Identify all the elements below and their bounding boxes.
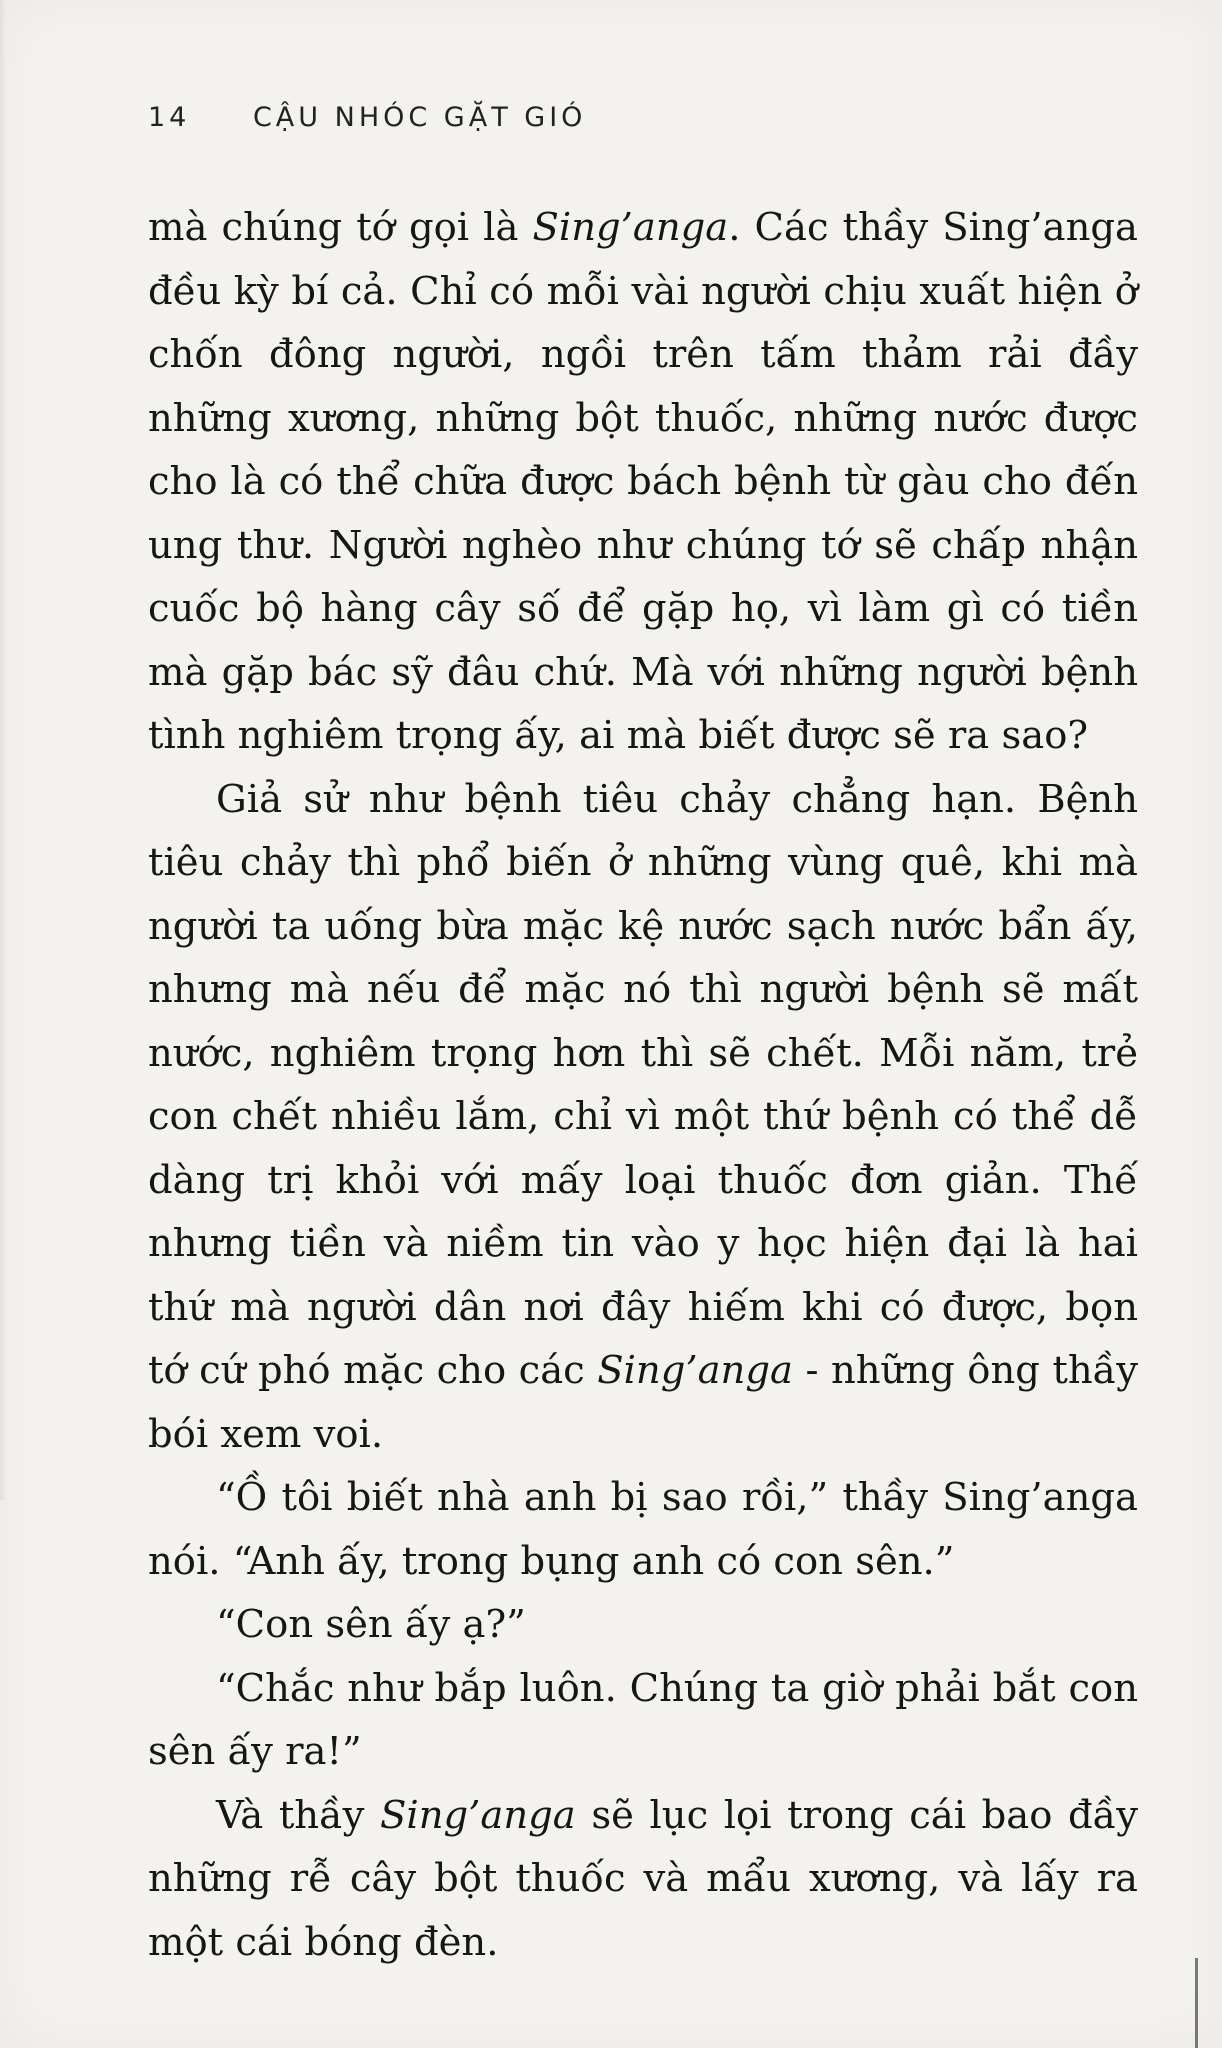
page-gutter-shadow xyxy=(0,0,6,1500)
paragraph-2-italic-term: Sing’anga xyxy=(597,1348,793,1393)
paragraph-1-text-c: . Các thầy Sing’anga đều kỳ bí cả. Chỉ có mỗi vài người chịu xuất hiện ở chốn đông người, ngồi trên tấm thảm rải đầy những xương, những bột thuốc, những nước được cho là có thể chữa được bách bệnh từ gàu cho đến ung thư. Người nghèo như chúng tớ sẽ chấp nhận cuốc bộ hàng cây số để gặp họ, vì làm gì có tiền mà gặp bác sỹ đâu chứ. Mà với những người bệnh tình nghiêm trọng ấy, ai mà biết được sẽ ra sao? xyxy=(148,205,1138,758)
page-number: 14 xyxy=(148,102,191,133)
paragraph-1 xyxy=(148,196,1138,768)
paragraph-6-italic-term: Sing’anga xyxy=(380,1792,576,1838)
paragraph-1-text-a: mà chúng tớ gọi là xyxy=(148,205,533,250)
paragraph-6-text-c: sẽ lục lọi trong cái bao đầy những rễ cây bột thuốc và mẩu xương, và lấy ra một cái bóng đèn. xyxy=(148,1792,1139,1965)
paragraph-2 xyxy=(148,768,1138,1467)
paragraph-5: “Chắc như bắp luôn. Chúng ta giờ phải bắt con sên ấy ra!” xyxy=(148,1665,1138,1774)
body-text xyxy=(148,196,1138,1974)
paragraph-3: “Ồ tôi biết nhà anh bị sao rồi,” thầy Sing’anga nói. “Anh ấy, trong bụng anh có con sên.” xyxy=(148,1475,1138,1584)
paragraph-1-italic-term: Sing’anga xyxy=(532,205,729,250)
paragraph-6-text-a: Và thầy xyxy=(216,1792,381,1838)
running-header xyxy=(148,102,586,133)
paragraph-6 xyxy=(148,1784,1138,1975)
paragraph-4: “Con sên ấy ạ?” xyxy=(216,1602,526,1647)
paragraph-2-text-a: Giả sử như bệnh tiêu chảy chẳng hạn. Bệnh tiêu chảy thì phổ biến ở những vùng quê, khi mà người ta uống bừa mặc kệ nước sạch nước bẩn ấy, nhưng mà nếu để mặc nó thì người bệnh sẽ mất nước, nghiêm trọng hơn thì sẽ chết. Mỗi năm, trẻ con chết nhiều lắm, chỉ vì một thứ bệnh có thể dễ dàng trị khỏi với mấy loại thuốc đơn giản. Thế nhưng tiền và niềm tin vào y học hiện đại là hai thứ mà người dân nơi đây hiếm khi có được, bọn tớ cứ phó mặc cho các xyxy=(148,776,1138,1393)
paragraph-2-text-c: - những ông thầy bói xem voi. xyxy=(148,1348,1138,1457)
page-edge-mark xyxy=(1195,1958,1198,2048)
running-title: CẬU NHÓC GẶT GIÓ xyxy=(252,102,587,133)
